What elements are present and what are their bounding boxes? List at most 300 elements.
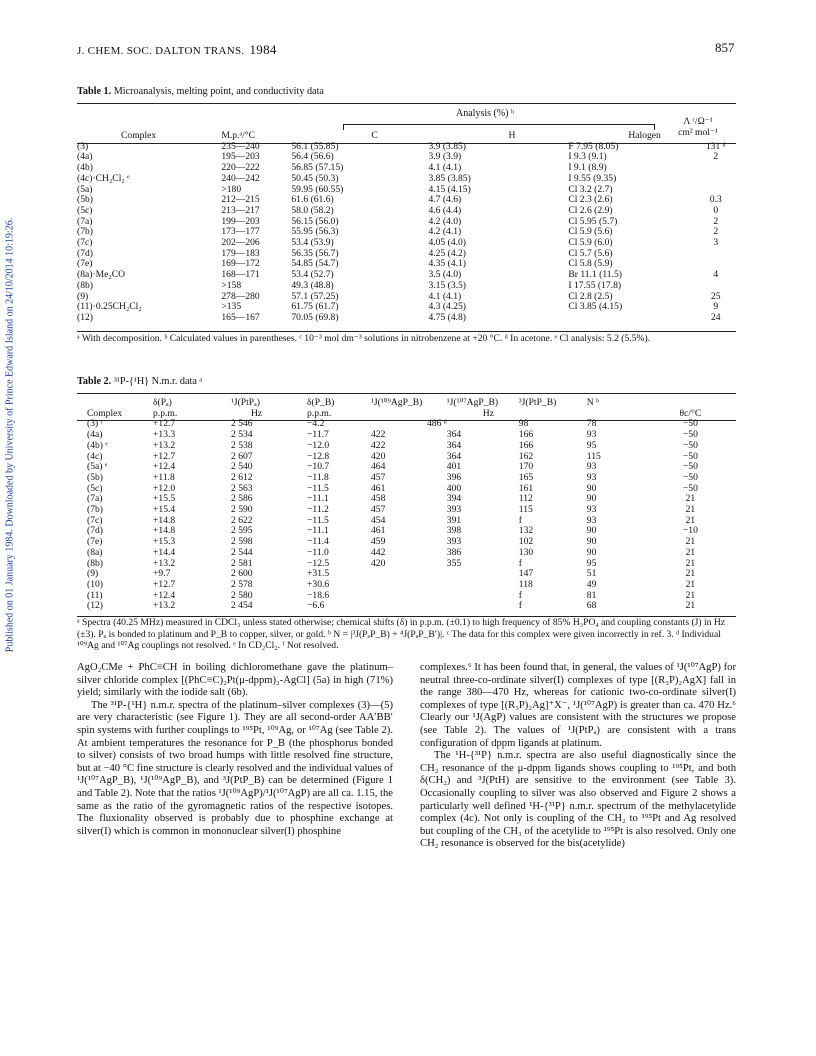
table1-cell: (5c) [77,204,93,216]
table2 [77,398,736,612]
table1-cell: 235—240 [221,140,260,152]
table-row [77,281,736,292]
table1-cell: 56.4 (56.6) [291,151,334,163]
table2-cell: +12.7 [153,578,176,590]
table2-cell [371,569,447,580]
table1-cell: I 9.55 (9.35) [568,172,617,184]
table1-cell: (7b) [77,226,93,238]
table1-cell: (3) [77,140,89,152]
table1-cell: 24 [710,311,721,323]
table1-cell: (11)·0.25CH₂Cl₂ [77,301,142,313]
table2-cell: (4b) ᵉ [87,439,108,451]
table1-cell: 49.3 (48.8) [291,279,334,291]
table1-cell: 58.0 (58.2) [291,204,334,216]
table2-header-j109: ¹J(¹⁰⁹AgP_B) [371,397,423,408]
table1-cell: 3.85 (3.85) [428,172,471,184]
table1-cell: Cl 5.7 (5.6) [568,247,613,259]
table2-cell: +12.7 [153,450,176,462]
table2-cell: 386 [446,546,462,558]
table1-cell: (5b) [77,194,93,206]
table2-cell: +31.5 [307,568,330,580]
table2-cell: +12.4 [153,461,176,473]
table1-cell: 179—183 [221,247,260,259]
table-row [77,238,736,249]
table-row [77,217,736,228]
table-row [77,227,736,238]
table2-header-n: N ᵇ [586,397,600,408]
table1-cell: 0.3 [709,194,722,206]
table2-cell: −11.2 [307,504,329,516]
table-row [77,313,736,324]
running-header [77,42,277,58]
table-row [77,292,736,303]
table2-cell: 21 [685,568,696,580]
table-row [77,537,736,548]
table2-cell: 364 [446,439,462,451]
table1-cell: 173—177 [221,226,260,238]
table2-cell: 2 538 [231,439,253,451]
table2-cell: (10) [87,578,103,590]
table2-cell: 454 [371,514,386,526]
table2-cell: 459 [371,536,386,548]
table2-header-theta: θc/°C [679,407,702,419]
table1-cell: 4.3 (4.25) [428,301,467,313]
table1-cell: 199—203 [221,215,260,227]
table1-analysis-brace [343,124,655,130]
table2-cell: 170 [518,461,534,473]
table1-cell: 56.35 (56.7) [291,247,339,259]
table-row [77,441,736,452]
table2-cell: 486 ᵈ [427,418,447,430]
table2-header-complex: Complex [87,407,123,419]
table1-cell: 3.5 (4.0) [428,269,462,281]
table2-cell: (9) [87,568,99,580]
table2-cell: −6.6 [307,600,325,612]
table1-cell: (5a) [77,183,93,195]
table-row [77,580,736,591]
table1-cell: 278—280 [221,290,260,302]
table2-label: Table 2. [77,376,112,387]
table2-cell: 2 578 [231,578,253,590]
table2-cell: 422 [371,439,386,451]
table1-label: Table 1. [77,86,112,97]
table2-cell: +14.8 [153,514,176,526]
table2-cell: 464 [371,461,386,473]
table2-cell: −11.5 [307,482,329,494]
table2-cell: 112 [518,493,533,505]
table1-footnote: ᵃ With decomposition. ᵇ Calculated values in parentheses. ᶜ 10⁻³ mol dm⁻³ solutions in nitrobenzene at +20 °C. ᵈ In acetone. ᵉ Cl analysis: 5.2 (5.5%). [77,333,651,344]
table2-header-dpa: δ(Pₐ) [153,397,172,408]
table2-cell: 2 622 [231,514,253,526]
table2-cell: 364 [446,450,462,462]
table2-cell [447,580,519,591]
table-row [77,174,736,185]
body-right-column [420,662,736,851]
body-right-paragraph: complexes.⁶ It has been found that, in general, the values of ¹J(¹⁰⁷AgP) for neutral three-co-ordinate silver(I) complexes of type [(R₃P)₂AgX] fall in the range 380—470 Hz, whereas for cationic two-co-ordinate silver(I) complexes of type [(R₃P)₂Ag]⁺X⁻, ¹J(¹⁰⁷AgP) is greater than ca. 470 Hz.⁶ Clearly our ¹J(AgP) values are consistent with the structures we propose (see Table 2). The values of ¹J(PtPₐ) are consistent with a trans configuration of dppm ligands at platinum. [420,662,736,749]
body-left-paragraph: AgO₂CMe + PhC≡CH in boiling dichloromethane gave the platinum–silver chloride complex [(PhC≡C)₂Pt(μ-dppm)₂-AgCl] (5a) in high (71%) yield; similarly with the iodide salt (6b). [77,662,393,699]
table1-cell: 4.75 (4.8) [428,311,467,323]
table2-cell: (7a) [87,493,103,505]
table2-cell: f [518,514,522,526]
table1-cell: 4 [713,269,719,281]
table2-header-hz-b: Hz [482,407,494,419]
table2-cell: 2 581 [231,557,253,569]
table-row [77,484,736,495]
table2-cell: +13.2 [153,557,176,569]
table2-cell: 21 [685,546,696,558]
table2-cell: 461 [371,525,386,537]
table1-caption-text: Microanalysis, melting point, and conductivity data [113,86,324,97]
table2-cell: 93 [586,461,597,473]
table-row [77,452,736,463]
table-row [77,163,736,174]
table2-cell: −10 [682,525,698,537]
table2-cell: 21 [685,493,696,505]
table1-cell: 50.45 (50.3) [291,172,339,184]
table1-cell: (8b) [77,279,93,291]
table2-cell: (7e) [87,536,103,548]
table1-cell: 4.25 (4.2) [428,247,467,259]
table1-cell: 212—215 [221,194,260,206]
table2-cell: (11) [87,589,103,601]
table1-cell: >180 [221,183,242,195]
table2-cell: 2 590 [231,504,253,516]
table2-cell: (12) [87,600,103,612]
table2-cell: (5a) ᵉ [87,461,108,473]
table2-cell: 461 [371,482,386,494]
table1-cell [696,281,736,292]
table2-cell: 401 [446,461,462,473]
table-row [77,270,736,281]
table1-cell: 4.2 (4.0) [428,215,462,227]
table2-cell: +13.2 [153,600,176,612]
table-row [77,473,736,484]
table2-cell: −50 [682,471,698,483]
table2-cell: 2 454 [231,600,253,612]
table2-header-hz-a: Hz [251,407,263,419]
table-row [77,185,736,196]
table2-cell: 93 [586,471,597,483]
table1-cell: 25 [710,290,721,302]
table2-cell: +12.0 [153,482,176,494]
table2-cell: 21 [685,578,696,590]
table2-cell: 90 [586,536,597,548]
table2-cell: 394 [446,493,462,505]
table-row [77,601,736,612]
table2-cell: +12.7 [153,418,176,430]
table2-cell: 162 [518,450,534,462]
table2-cell: 132 [518,525,534,537]
table1-caption [77,86,324,97]
table1-cell: 4.15 (4.15) [428,183,471,195]
download-sidebar-text: Published on 01 January 1984. Downloaded by University of Prince Edward Island on 24/10/2014 10:19:26. [4,217,16,653]
table1-cell: 2 [713,215,719,227]
table2-cell: −4.2 [307,418,325,430]
table2-cell: 102 [518,536,534,548]
table2-cell: (3) ᶜ [87,418,104,430]
table2-cell: (5c) [87,482,103,494]
table2-cell: 147 [518,568,534,580]
table1-cell: 0 [713,204,719,216]
page-number: 857 [715,40,735,55]
table-row [77,494,736,505]
table2-cell: −11.8 [307,471,329,483]
table2-cell: +11.8 [153,471,175,483]
table1-cell: F 7.95 (8.05) [568,140,619,152]
table1-cell: Cl 3.2 (2.7) [568,183,613,195]
journal-year: 1984 [249,42,277,57]
table2-cell: +12.4 [153,589,176,601]
table1-header-rule [77,143,736,144]
table2-cell: (7d) [87,525,103,537]
table1-cell: 4.7 (4.6) [428,194,462,206]
table1-cell: 56.85 (57.15) [291,162,344,174]
table2-cell: 393 [446,536,462,548]
table2-header-jptpb: ³J(PtP_B) [518,397,557,408]
table2-cell: +13.2 [153,439,176,451]
table2-cell: f [518,557,522,569]
table2-cell: 420 [371,450,386,462]
table-row [77,430,736,441]
table-row [77,526,736,537]
table1-cell: (4a) [77,151,93,163]
table1-cell [696,249,736,260]
table1-cell: 61.6 (61.6) [291,194,334,206]
table2-cell: 398 [446,525,462,537]
table2-cell: f [518,600,522,612]
table1-cell: 3.9 (3.9) [428,151,462,163]
table2-cell: (8a) [87,546,103,558]
table1-cell: 53.4 (52.7) [291,269,334,281]
table1-cell: 4.2 (4.1) [428,226,462,238]
table2-cell: 457 [371,504,386,516]
table1-cell: >135 [221,301,242,313]
table1-cell: 53.4 (53.9) [291,237,334,249]
table-row [77,548,736,559]
table1-cell: 4.35 (4.1) [428,258,467,270]
body-left-column [77,662,393,838]
table1-cell: Cl 5.9 (5.6) [568,226,613,238]
table2-cell: 165 [518,471,534,483]
table1-cell: 4.1 (4.1) [428,162,462,174]
table2-cell: 2 600 [231,568,253,580]
table2-cell [371,601,447,612]
table2-cell: 90 [586,546,597,558]
table2-cell: 400 [446,482,462,494]
table-row [77,516,736,527]
table2-cell: 51 [586,568,597,580]
table2-cell: −11.7 [307,429,329,441]
table2-cell: 166 [518,429,534,441]
table2-cell: −12.0 [307,439,330,451]
table1-cell: 54.85 (54.7) [291,258,339,270]
table2-cell: 90 [586,493,597,505]
table2-cell: 21 [685,504,696,516]
table2-cell: +9.7 [153,568,171,580]
table1-cell: (9) [77,290,89,302]
table-row [77,591,736,602]
table2-cell: 2 607 [231,450,253,462]
table2-cell: +13.3 [153,429,176,441]
table1-cell [696,174,736,185]
table1-cell: (8a)·Me₂CO [77,269,126,281]
table1-cell: I 9.1 (8.9) [568,162,607,174]
table2-cell: 49 [586,578,597,590]
table2-top-rule [77,393,736,394]
table1-cell: (7d) [77,247,93,259]
table2-header-ppm-a: p.p.m. [153,407,178,419]
table2-cell: 21 [685,536,696,548]
table1-header-mp: M.p.ᵃ/°C [221,130,255,141]
table1-cell: (12) [77,311,93,323]
table1-header-c: C [371,130,378,141]
table-row [77,559,736,570]
table1-cell: 202—206 [221,237,260,249]
table2-cell: 391 [446,514,462,526]
table2-cell: +15.4 [153,504,176,516]
table2-cell: 81 [586,589,597,601]
table2-cell: −10.7 [307,461,330,473]
table2-cell: 166 [518,439,534,451]
table-row [77,195,736,206]
table2-cell: −50 [682,429,698,441]
table1-cell: 57.1 (57.25) [291,290,339,302]
table2-cell: (4c) [87,450,103,462]
table2-caption-text: ³¹P-{¹H} N.m.r. data ᵃ [113,376,203,387]
table2-cell: (7c) [87,514,103,526]
table1-cell: 131 ᵈ [705,140,726,152]
table1-cell: 3.15 (3.5) [428,279,467,291]
table2-cell: 95 [586,439,597,451]
table2-cell: 2 563 [231,482,253,494]
table2-cell: 90 [586,482,597,494]
table2-cell: 21 [685,514,696,526]
table2-cell: 2 598 [231,536,253,548]
table2-cell: 2 595 [231,525,253,537]
table1-cell: 4.1 (4.1) [428,290,462,302]
table1-cell: Cl 3.85 (4.15) [568,301,623,313]
table1-body [77,142,736,324]
table1-cell: Cl 5.9 (6.0) [568,237,613,249]
table1-cell: 9 [713,301,719,313]
table1-cell: (7a) [77,215,93,227]
table1-cell: Cl 2.8 (2.5) [568,290,613,302]
table2-cell: −12.8 [307,450,330,462]
table2-cell: −11.0 [307,546,329,558]
table2-cell: 118 [518,578,533,590]
table2-cell: +15.5 [153,493,176,505]
table-row [77,259,736,270]
table1-cell [568,313,695,324]
download-sidebar[interactable] [2,185,18,685]
table1-cell: Br 11.1 (11.5) [568,269,622,281]
table1-header-h: H [508,130,516,141]
table1-cell: 56.15 (56.0) [291,215,339,227]
table2-header-row-units [77,409,736,420]
journal-name: J. CHEM. SOC. DALTON TRANS. [77,45,245,57]
table1-cell: I 9.3 (9.1) [568,151,607,163]
table1-header-row [77,131,736,142]
table2-cell: −11.1 [307,525,329,537]
table2-cell: −50 [682,439,698,451]
table2-header-j107: ¹J(¹⁰⁷AgP_B) [446,397,499,408]
table2-cell: 93 [586,429,597,441]
table2-cell: (7b) [87,504,103,516]
table2-cell: 457 [371,471,386,483]
table1-cell: 168—171 [221,269,260,281]
table2-cell [447,601,519,612]
table1-cell: 3.9 (3.85) [428,140,467,152]
table1-cell: (7e) [77,258,93,270]
table1-group-header: Analysis (%) ᵇ [456,108,515,119]
table-row [77,505,736,516]
table2-cell: 93 [586,514,597,526]
table1-cell: (4b) [77,162,93,174]
table2-cell: 78 [586,418,597,430]
table1-cell: 195—203 [221,151,260,163]
table-row [77,419,736,430]
table2-cell: 95 [586,557,597,569]
table1-cell: 213—217 [221,204,260,216]
table2-cell: 2 612 [231,471,253,483]
table2-cell: 130 [518,546,534,558]
table2-cell: 422 [371,429,386,441]
table2-cell: 21 [685,600,696,612]
table1-cell: I 17.55 (17.8) [568,279,622,291]
table1-cell: >158 [221,279,242,291]
table1-cell [696,163,736,174]
table1-cell: 2 [713,226,719,238]
table1-cell: 220—222 [221,162,260,174]
table2-cell: −11.5 [307,514,329,526]
table2-cell: 442 [371,546,386,558]
table2-cell: 2 544 [231,546,253,558]
table2-cell: 2 580 [231,589,253,601]
table1-header-lambda: Λ ᶜ/Ω⁻¹ [683,116,713,127]
table1-header-halogen: Halogen [628,130,661,141]
table1-top-rule [77,103,736,104]
table2-cell: 2 540 [231,461,253,473]
table1-cell: Cl 5.95 (5.7) [568,215,618,227]
table2-cell: +30.6 [307,578,330,590]
table2-header-jptpa: ¹J(PtPₐ) [231,397,260,408]
table1-cell: (7c) [77,237,93,249]
table1-cell: 165—167 [221,311,260,323]
table2-header-rule [77,420,736,421]
table2-cell: −50 [682,482,698,494]
table1-cell: 59.95 (60.55) [291,183,344,195]
table2-cell: −50 [682,450,698,462]
table2-caption [77,376,202,387]
table1-cell: (4c)·CH₂Cl₂ ᵉ [77,172,130,184]
table2-cell: (8b) [87,557,103,569]
body-right-paragraph: The ¹H-{³¹P} n.m.r. spectra are also useful diagnostically since the CH₂ resonance of the μ-dppm ligands shows coupling to ¹⁹⁵Pt, and both δ(CH₂) and ³J(PtH) are sensitive to the environment (see Table 3). Occasionally coupling to silver was also observed and Figure 2 shows a particularly well defined ¹H-{³¹P} n.m.r. spectrum of the methylacetylide complex (4c). Not only is coupling of the CH₂ to ¹⁹⁵Pt and Ag resolved but coupling of the CH₃ of the acetylide to ¹⁹⁵Pt is also resolved. Only one CH₂ resonance is observed for the bis(acetylide) [420,750,736,850]
table1-cell: 3 [713,237,719,249]
table2-cell: f [518,589,522,601]
table-row [77,249,736,260]
table2-cell: (4a) [87,429,103,441]
table1-header-units: cm² mol⁻¹ [678,127,718,138]
table2-cell: 2 534 [231,429,253,441]
table1-cell: 4.6 (4.4) [428,204,462,216]
table2-cell: +14.8 [153,525,176,537]
table2-cell: 364 [446,429,462,441]
table2-cell: 161 [518,482,534,494]
table2-cell: 21 [685,557,696,569]
table-row [77,569,736,580]
table2-cell: +14.4 [153,546,176,558]
table2-cell [371,580,447,591]
